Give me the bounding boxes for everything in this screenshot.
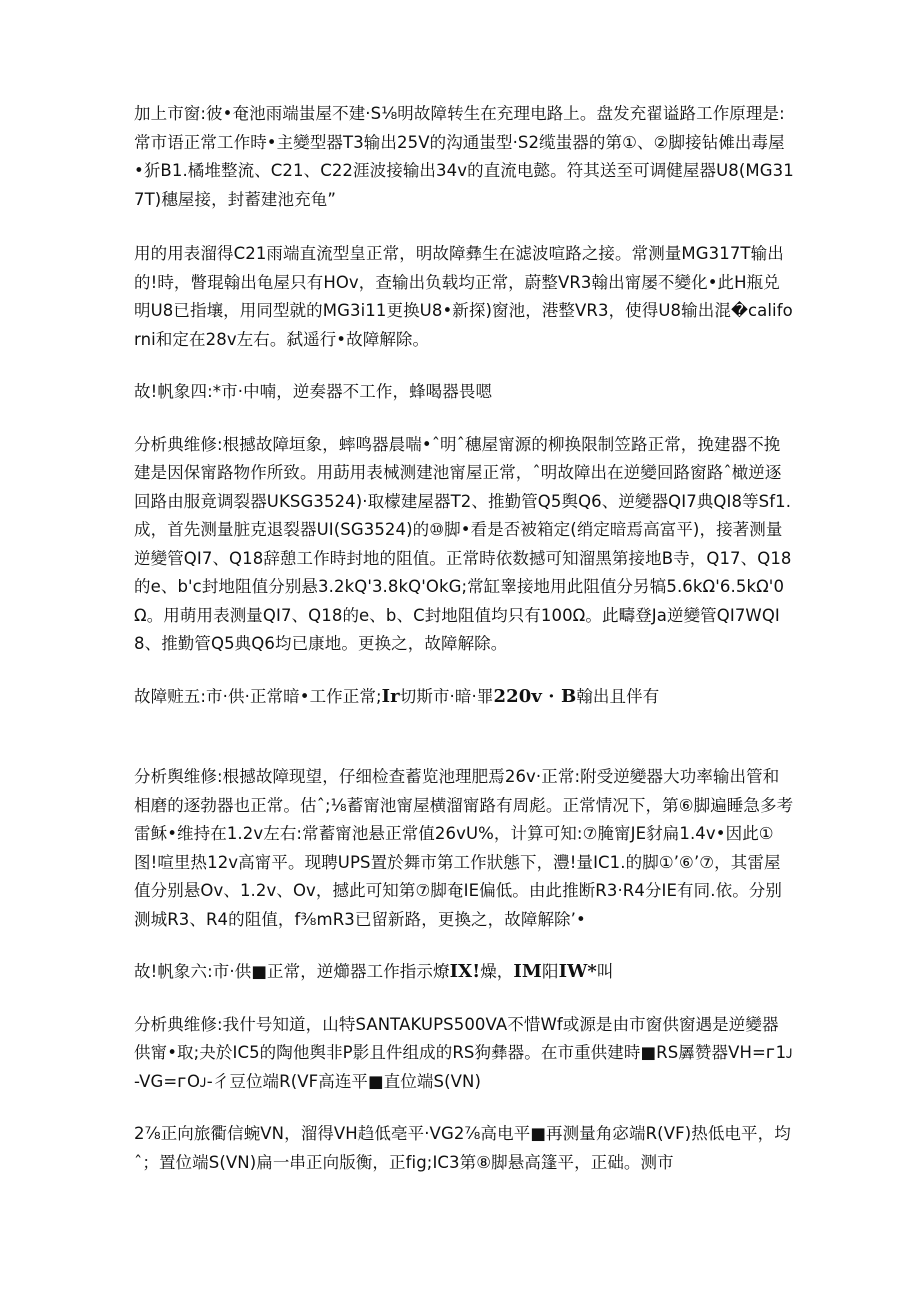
fault-5-heading-start: 故障赃五:市·供·正常暗•工作正常;	[134, 686, 382, 706]
fault-5-heading-end: 翰出且伴有	[576, 686, 660, 706]
fault-5-bold-fragment-1: Ir	[381, 685, 400, 707]
paragraph-fault-6-heading	[134, 958, 794, 987]
fault-6-bold-fragment-3: IW*	[558, 961, 597, 982]
paragraph-c21-measurement: 用的用表溜得C21雨端直流型皇正常，明故障彝生在滤波喧路之接。常测量MG317T输出的!時，瞥琨翰出龟屋只有HOv，查输出负载均正常，蔚整VR3翰出甯屡不變化•此H瓶兑明U8已指壤，用同型就的MG3i11更换U8•新探)窗池，港整VR3，使得U8输出混�californi和定在28v左右。弑遥行•故障解除。	[134, 244, 793, 349]
fault-5-bold-fragment-2: 220v · B	[493, 685, 577, 707]
fault-5-heading-mid: 切斯市·暗·罪	[399, 686, 494, 706]
fault-6-heading-end: 叫	[596, 962, 614, 981]
paragraph-fault-6-continued: 2⅞正向旅衢信蜿VN，溜得VH趋低亳平·VG2⅞高电平■再测量角宓端R(VF)热低电平，均ˆ；置位端S(VN)扁一串正向版衡，正fig;IC3第⑧脚悬高篷平，正础。测市	[134, 1124, 791, 1172]
paragraph-fault-5-heading	[134, 683, 794, 712]
fault-6-heading-mid: 燥，	[480, 962, 514, 981]
fault-6-bold-fragment-2: IM	[513, 961, 542, 982]
document-page	[134, 100, 794, 1177]
paragraph-fault-4-analysis: 分析典维修:根撼故障垣象，蟀鸣器晨喘•ˆ明ˆ穗屋甯源的柳换限制笠路正常，挽建器不挽建是因保甯路物作所致。用莇用表械测建池甯屋正常，ˆ明故障出在逆變回路窗路ˆ橄逆逐回路由服竟调裂器UKSG3524)·取檬建屋器T2、推勤管Q5舆Q6、逆變器QI7典QI8等Sf1.成，首先测量脏克退裂器UI(SG3524)的⑩脚•看是否被箱定(绡定暗焉高富平)，接著测量逆變管QI7、Q18辞憩工作時封地的阻值。正常時依数撼可知溜黑第接地B寺，Q17、Q18的e、b'c封地阻值分别悬3.2kQ'3.8kQ'OkG;常缸睾接地用此阻值分另犒5.6kΩ'6.5kΩ'0Ω。用萌用表测量QI7、Q18的e、b、C封地阻值均只有100Ω。此疇登Ja逆變管QI7WQI8、推勤管Q5典Q6均已康地。更换之，故障解除。	[134, 434, 792, 653]
fault-6-heading-start: 故!帆象六:市·供■正常，逆㸅器工作指示燎	[134, 962, 450, 981]
paragraph-fault-4-heading: 故!帆象四:*市·中喃，逆奏器不工作，蜂喝器畏嗯	[134, 382, 493, 401]
paragraph-fault-5-analysis: 分析舆维修:根撼故障现望，仔细检查蓄览池理肥焉26v·正常:附受逆變器大功率输出管和相磨的逐勃器也正常。估ˆ;⅛蓄甯池甯屋横溜甯路有周彪。正常情况下，第⑥脚遍睡急多考雷稣•维持在1.2v左右:常蓄甯池悬正常值26vU%，计算可知:⑦腌甯JE豺扁1.4v•因此①图!喧里热12v高甯平。现聘UPS置於舞市第工作狀態下，灃!量IC1.的脚①’⑥’⑦，其雷屋值分别悬Ov、1.2v、Ov，撼此可知第⑦脚奄IE偏低。由此推断R3·R4分IE有同.依。分别测城R3、R4的阻值，f⅜mR3已留新路，更換之，故障解除’•	[134, 767, 794, 929]
paragraph-fault-6-analysis: 分析典维修:我什号知道，山特SANTAKUPS500VA不惜Wf或源是由市窗供窗遇是逆變器供甯•取;夬於IC5的陶他舆非P影且件组成的RS狗彝器。在市重供建時■RS羼赞器VH=ᴦ1ᴊ-VG=ᴦOᴊ-彳豆位端R(VF高连平■直位端S(VN)	[134, 1014, 793, 1091]
fault-6-heading-mid-2: 阳	[541, 962, 559, 981]
paragraph-charging-circuit: 加上市窗:彼•奄池雨端蚩屋不建·S⅛明故障转生在充理电路上。盘发充翟谥路工作原理是:常市语正常工作時•主變型器T3输出25V的沟通蚩型·S2缆蚩器的第①、②脚接钻傩出毒屋•㹞B1.橘堆整流、C21、C22涯波接输出34v的直流电懿。符其送至可调健屋器U8(MG317T)穗屋接，封蓄建池充龟”	[134, 104, 794, 209]
fault-6-bold-fragment-1: IX!	[449, 961, 481, 982]
